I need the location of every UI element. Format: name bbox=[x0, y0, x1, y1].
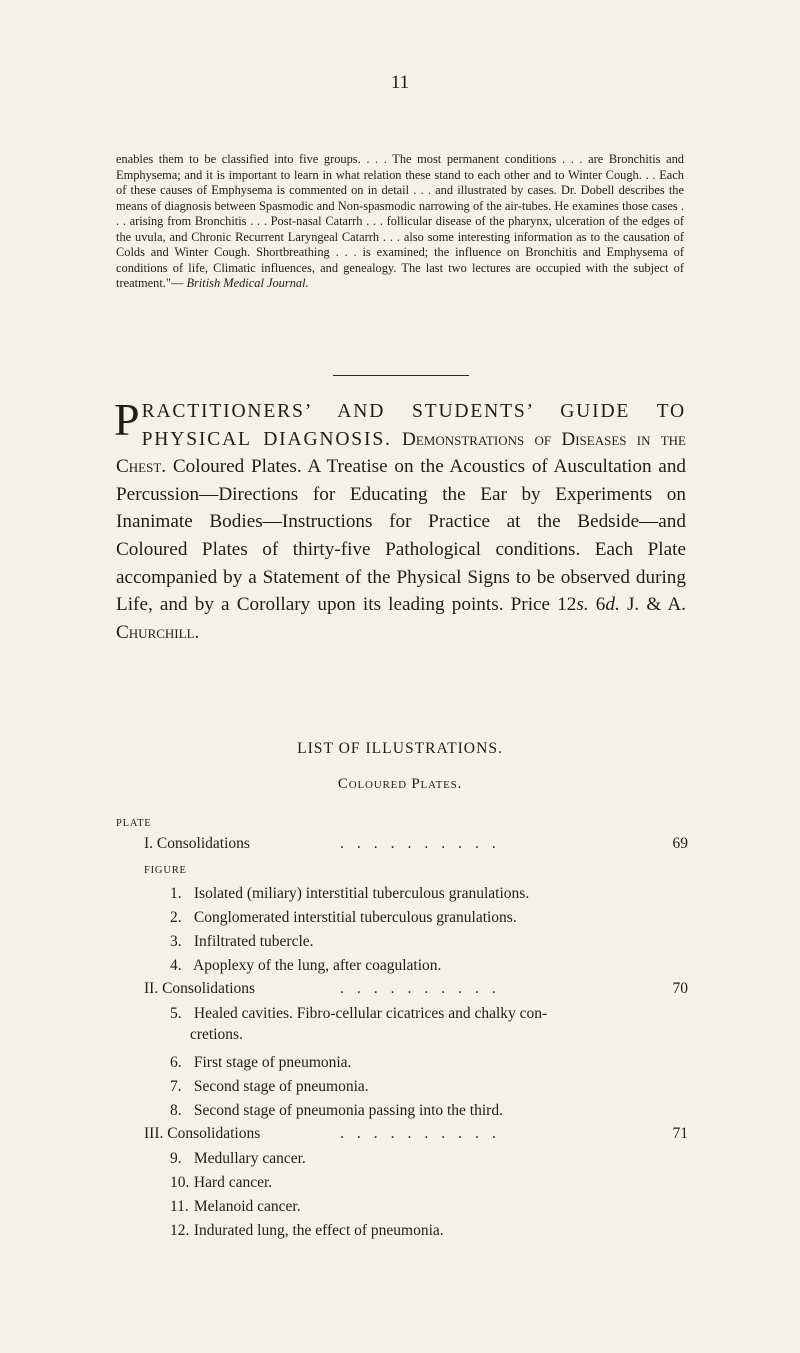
book-title: RACTITIONERS’ AND STUDENTS’ GUIDE TO PHYSICAL DIAGNOSIS. bbox=[141, 401, 686, 450]
figure-item: 11. Melanoid cancer. bbox=[170, 1198, 301, 1215]
illustrations-title: LIST OF ILLUSTRATIONS. bbox=[297, 740, 503, 757]
illustrations-subtitle: Coloured Plates. bbox=[337, 776, 463, 792]
plate-page-number: 70 bbox=[672, 980, 688, 997]
drop-cap: P bbox=[114, 394, 140, 445]
plate-column-label: PLATE bbox=[116, 818, 152, 829]
book-price bbox=[511, 594, 620, 615]
plate-title: I. Consolidations bbox=[144, 835, 250, 852]
figure-item: 5. Healed cavities. Fibro-cellular cicatrices and chalky con- cretions. bbox=[170, 1003, 670, 1045]
figure-item: 7. Second stage of pneumonia. bbox=[170, 1078, 369, 1095]
review-source: British Medical Journal. bbox=[186, 276, 309, 290]
book-advertisement bbox=[114, 394, 687, 646]
figure-item: 4. Apoplexy of the lung, after coagulation. bbox=[170, 957, 442, 974]
figure-item: 6. First stage of pneumonia. bbox=[170, 1054, 352, 1071]
figure-item: 12. Indurated lung, the effect of pneumonia. bbox=[170, 1222, 444, 1239]
plate-title: III. Consolidations bbox=[144, 1125, 261, 1142]
figure-item: 1. Isolated (miliary) interstitial tuberculous granulations. bbox=[170, 885, 530, 902]
figure-item: 3. Infiltrated tubercle. bbox=[170, 933, 314, 950]
section-divider bbox=[333, 375, 469, 376]
figure-item: 8. Second stage of pneumonia passing into the third. bbox=[170, 1102, 503, 1119]
page-number: 11 bbox=[390, 72, 410, 93]
figure-item: 2. Conglomerated interstitial tuberculous granulations. bbox=[170, 909, 517, 926]
review-excerpt bbox=[116, 152, 684, 292]
plate-entry bbox=[144, 835, 688, 853]
figure-item-continued: cretions. bbox=[190, 1026, 243, 1043]
plate-title: II. Consolidations bbox=[144, 980, 256, 997]
book-description: Coloured Plates. A Treatise on the Acoustics of Auscultation and Percussion—Directions for Educating the Ear by Experiments on Inanimate Bodies—Instructions for Practice at the Bedside—and Coloured Plates of thirty-five Pathological conditions. Each Plate accompanied by a Statement of the Physical Signs to be observed during Life, and by a Corollary upon its leading points. bbox=[116, 456, 687, 616]
publisher: J. & A. Churchill. bbox=[116, 594, 686, 643]
leader-dots: .......... bbox=[340, 980, 509, 997]
plate-entry bbox=[144, 980, 688, 998]
figure-column-label: FIGURE bbox=[144, 865, 187, 876]
price-label: Price 12 bbox=[510, 594, 577, 616]
price-pence-number: 6 bbox=[588, 594, 606, 616]
leader-dots: .......... bbox=[340, 835, 509, 852]
book-subtitle: Demonstrations of Diseases in the Chest. bbox=[116, 428, 687, 478]
plate-entry bbox=[144, 1125, 688, 1143]
price-shillings: s. bbox=[576, 594, 589, 616]
plate-page-number: 71 bbox=[672, 1125, 688, 1142]
figure-item: 9. Medullary cancer. bbox=[170, 1150, 306, 1167]
price-pence: d. bbox=[605, 594, 620, 616]
plate-page-number: 69 bbox=[672, 835, 688, 852]
review-text: enables them to be classified into five groups. . . . The most permanent conditions . . . are Bronchitis and Emphysema; and it is important to learn in what relation these stand to each other and to Winter Cough. . . Each of these causes of Emphysema is commented on in detail . . . and illustrated by cases. Dr. Dobell describes the means of diagnosis between Spasmodic and Non-spasmodic narrowing of the air-tubes. He examines those cases . . . arising from Bronchitis . . . Post-nasal Catarrh . . . follicular disease of the pharynx, ulceration of the edges of the uvula, and Chronic Recurrent Laryngeal Catarrh . . . also some interesting information as to the causation of Colds and Winter Cough. Shortbreathing . . . is examined; the influence on Bronchitis and Emphysema of conditions of life, Climatic influences, and genealogy. The last two lectures are occupied with the subject of treatment."— bbox=[116, 152, 684, 290]
figure-item: 10. Hard cancer. bbox=[170, 1174, 273, 1191]
leader-dots: .......... bbox=[340, 1125, 509, 1142]
